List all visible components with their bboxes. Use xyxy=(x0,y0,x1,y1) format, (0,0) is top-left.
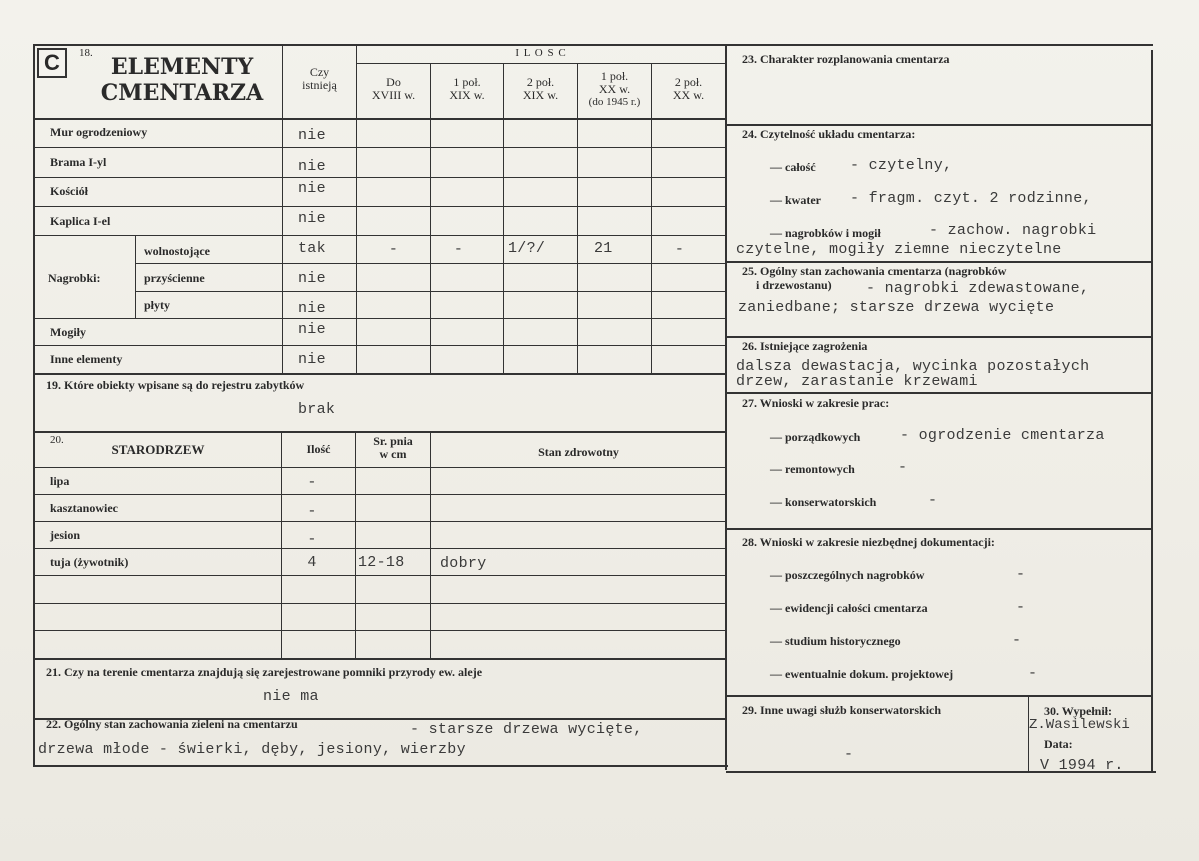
row-exists-value: nie xyxy=(298,158,326,175)
ilosc-line xyxy=(356,63,726,64)
trees-col-diam-l1: Sr. pnia xyxy=(373,434,413,448)
col-line-2 xyxy=(430,63,431,374)
period-header xyxy=(357,76,430,102)
trees-col-line xyxy=(430,431,431,659)
period-l2: XX w. xyxy=(672,88,705,102)
nagrobki-count: - xyxy=(453,241,464,258)
section-title-line1: ELEMENTY xyxy=(110,54,254,80)
q27-bottom xyxy=(726,528,1153,530)
row-line xyxy=(135,291,726,292)
elements-table-bottom xyxy=(33,373,726,375)
trees-col-diam-l2: w cm xyxy=(379,447,407,461)
period-l2: XIX w. xyxy=(522,88,559,102)
q23-label: 23. Charakter rozplanowania cmentarza xyxy=(742,52,950,66)
q28-item-label: — ewentualnie dokum. projektowej xyxy=(770,667,954,681)
q27-item-label: — konserwatorskich xyxy=(770,495,877,509)
tree-name: kasztanowiec xyxy=(50,501,118,515)
row-exists-value: nie xyxy=(298,210,326,227)
col-exists-l1: Czy xyxy=(309,65,330,79)
q25-label-l1: 25. Ogólny stan zachowania cmentarza (nagrobków xyxy=(742,264,1007,278)
q27-label: 27. Wnioski w zakresie prac: xyxy=(742,396,890,410)
q29-answer: - xyxy=(844,746,854,763)
q25-answer-l1: - nagrobki zdewastowane, xyxy=(866,280,1090,297)
row-label: Brama I-yl xyxy=(50,155,107,169)
frame-right xyxy=(1151,50,1153,772)
trees-title: STARODRZEW xyxy=(111,442,205,457)
q24-item-label: — całość xyxy=(770,160,816,174)
trees-row-line xyxy=(33,575,726,576)
nagrobki-type-label: wolnostojące xyxy=(144,244,210,258)
q28-item-answer: - xyxy=(1016,599,1026,616)
q26-answer-l1: dalsza dewastacja, wycinka pozostałych xyxy=(736,358,1090,375)
period-l1: 1 poł. xyxy=(453,75,481,89)
trees-header-bottom xyxy=(33,467,726,468)
section-letter: C xyxy=(44,50,60,75)
q26-answer-l2: drzew, zarastanie krzewami xyxy=(736,373,978,390)
nagrobki-type-label: płyty xyxy=(144,298,171,312)
q29-label: 29. Inne uwagi służb konserwatorskich xyxy=(742,703,942,717)
row-line xyxy=(33,345,726,346)
q29-q30-divider xyxy=(1028,697,1029,772)
nagrobki-count: 21 xyxy=(594,240,613,257)
period-l1: 2 poł. xyxy=(674,75,703,89)
row-label: Kościół xyxy=(50,184,88,198)
row-label: Mogiły xyxy=(50,325,86,339)
period-l1: 2 poł. xyxy=(526,75,555,89)
row-label: Kaplica I-el xyxy=(50,214,111,228)
q27-item-label: — remontowych xyxy=(770,462,855,476)
col-exists-header xyxy=(283,66,356,92)
q28-item-answer: - xyxy=(1016,566,1026,583)
tree-count: - xyxy=(307,474,317,491)
q24-item-answer: - czytelny, xyxy=(850,157,953,174)
period-l3: (do 1945 r.) xyxy=(588,96,641,108)
nagrobki-label: Nagrobki: xyxy=(48,271,101,285)
period-l2: XVIII w. xyxy=(371,88,416,102)
q27-item-answer: - ogrodzenie cmentarza xyxy=(900,427,1105,444)
q21-label: 21. Czy na terenie cmentarza znajdują się zarejestrowane pomniki przyrody ew. aleje xyxy=(46,665,483,679)
q28-item-label: — ewidencji całości cmentarza xyxy=(770,601,928,615)
row-line xyxy=(33,206,726,207)
period-l2: XX w. xyxy=(598,82,631,96)
nagrobki-count: 1/?/ xyxy=(508,240,546,257)
q19-bottom xyxy=(33,431,726,433)
tree-count: - xyxy=(307,531,317,548)
tree-count: 4 xyxy=(307,554,317,571)
q28-item-label: — poszczególnych nagrobków xyxy=(770,568,925,582)
row-label: Inne elementy xyxy=(50,352,123,366)
q25-answer-l2: zaniedbane; starsze drzewa wycięte xyxy=(738,299,1055,316)
q28-label: 28. Wnioski w zakresie niezbędnej dokumentacji: xyxy=(742,535,995,549)
col-line-3 xyxy=(503,63,504,374)
trees-row-line xyxy=(33,630,726,631)
trees-row-line xyxy=(33,494,726,495)
q24-label: 24. Czytelność układu cmentarza: xyxy=(742,127,916,141)
q30-name: Z.Wasilewski xyxy=(1029,717,1130,733)
q24-item-answer: - zachow. nagrobki xyxy=(929,222,1097,239)
tree-count: - xyxy=(307,503,317,520)
nagrobki-type-label: przyścienne xyxy=(144,271,205,285)
q27-item-label: — porządkowych xyxy=(770,430,861,444)
q27-item-answer: - xyxy=(898,459,908,476)
period-header xyxy=(652,76,725,102)
nagrobki-exists-value: nie xyxy=(298,270,326,287)
trees-row-line xyxy=(33,521,726,522)
trees-row-line xyxy=(33,548,726,549)
section-letter-box xyxy=(37,48,67,78)
q24-item-answer: - fragm. czyt. 2 rodzinne, xyxy=(850,190,1092,207)
q26-bottom xyxy=(726,392,1153,394)
header-bottom-line xyxy=(33,118,726,120)
trees-col-diam xyxy=(356,435,430,461)
q26-label: 26. Istniejące zagrożenia xyxy=(742,339,868,353)
tree-name: lipa xyxy=(50,474,70,488)
nagrobki-exists-value: nie xyxy=(298,300,326,317)
nagrobki-exists-value: tak xyxy=(298,240,326,257)
ilosc-header: I L O S C xyxy=(515,47,567,59)
row-exists-value: nie xyxy=(298,127,326,144)
col-line-5 xyxy=(651,63,652,374)
q25-bottom xyxy=(726,336,1153,338)
period-header xyxy=(578,70,651,109)
col-line-exists-left xyxy=(282,44,283,374)
section-number: 18. xyxy=(79,47,93,59)
row-line xyxy=(135,263,726,264)
period-header xyxy=(431,76,503,102)
row-line xyxy=(33,235,726,236)
frame-top xyxy=(33,44,1153,46)
q21-answer: nie ma xyxy=(263,688,319,705)
q30-date-label: Data: xyxy=(1044,737,1073,751)
q24-item-label: — nagrobków i mogił xyxy=(770,226,881,240)
col-exists-l2: istnieją xyxy=(302,78,337,92)
row-exists-value: nie xyxy=(298,180,326,197)
q30-label: 30. Wypełnił: xyxy=(1044,704,1113,718)
col-line-4 xyxy=(577,63,578,374)
section-title-line2: CMENTARZA xyxy=(100,80,264,106)
q28-item-answer: - xyxy=(1028,665,1038,682)
nagrobki-divider xyxy=(135,235,136,318)
trees-table-bottom xyxy=(33,658,726,660)
row-line xyxy=(33,147,726,148)
row-exists-value: nie xyxy=(298,321,326,338)
nagrobki-count: - xyxy=(388,241,399,258)
q27-item-answer: - xyxy=(928,492,938,509)
period-l1: 1 poł. xyxy=(600,69,629,83)
q22-answer-l2: drzewa młode - świerki, dęby, jesiony, wierzby xyxy=(38,741,466,758)
period-l2: XIX w. xyxy=(449,88,485,102)
nagrobki-count: - xyxy=(674,241,685,258)
column-divider xyxy=(725,44,727,770)
period-l1: Do xyxy=(386,75,401,89)
q28-bottom xyxy=(726,695,1153,697)
tree-health: dobry xyxy=(440,555,487,572)
period-header xyxy=(504,76,577,102)
trees-col-count: Ilość xyxy=(306,442,331,456)
q22-label: 22. Ogólny stan zachowania zieleni na cmentarzu xyxy=(46,717,298,731)
trees-col-line xyxy=(355,431,356,659)
tree-name: tuja (żywotnik) xyxy=(50,555,129,569)
q22-answer-l1: - starsze drzewa wycięte, xyxy=(410,721,643,738)
trees-row-line xyxy=(33,603,726,604)
tree-name: jesion xyxy=(50,528,80,542)
row-label: Mur ogrodzeniowy xyxy=(50,125,148,139)
frame-bottom-left xyxy=(33,765,728,767)
trees-number: 20. xyxy=(50,434,64,446)
section-title xyxy=(92,54,272,106)
tree-diam: 12-18 xyxy=(358,554,405,571)
q28-item-label: — studium historycznego xyxy=(770,634,901,648)
q24-item-label: — kwater xyxy=(770,193,821,207)
q19-answer: brak xyxy=(298,401,336,418)
q25-label-l2: i drzewostanu) xyxy=(756,278,832,292)
row-line xyxy=(33,177,726,178)
q24-bottom xyxy=(726,261,1153,263)
q23-bottom xyxy=(726,124,1153,126)
q30-date: V 1994 r. xyxy=(1040,757,1124,774)
q24-answer-cont: czytelne, mogiły ziemne nieczytelne xyxy=(736,241,1062,258)
q28-item-answer: - xyxy=(1012,632,1022,649)
trees-col-health: Stan zdrowotny xyxy=(538,445,619,459)
row-line xyxy=(33,318,726,319)
q19-label: 19. Które obiekty wpisane są do rejestru zabytków xyxy=(46,378,305,392)
row-exists-value: nie xyxy=(298,351,326,368)
